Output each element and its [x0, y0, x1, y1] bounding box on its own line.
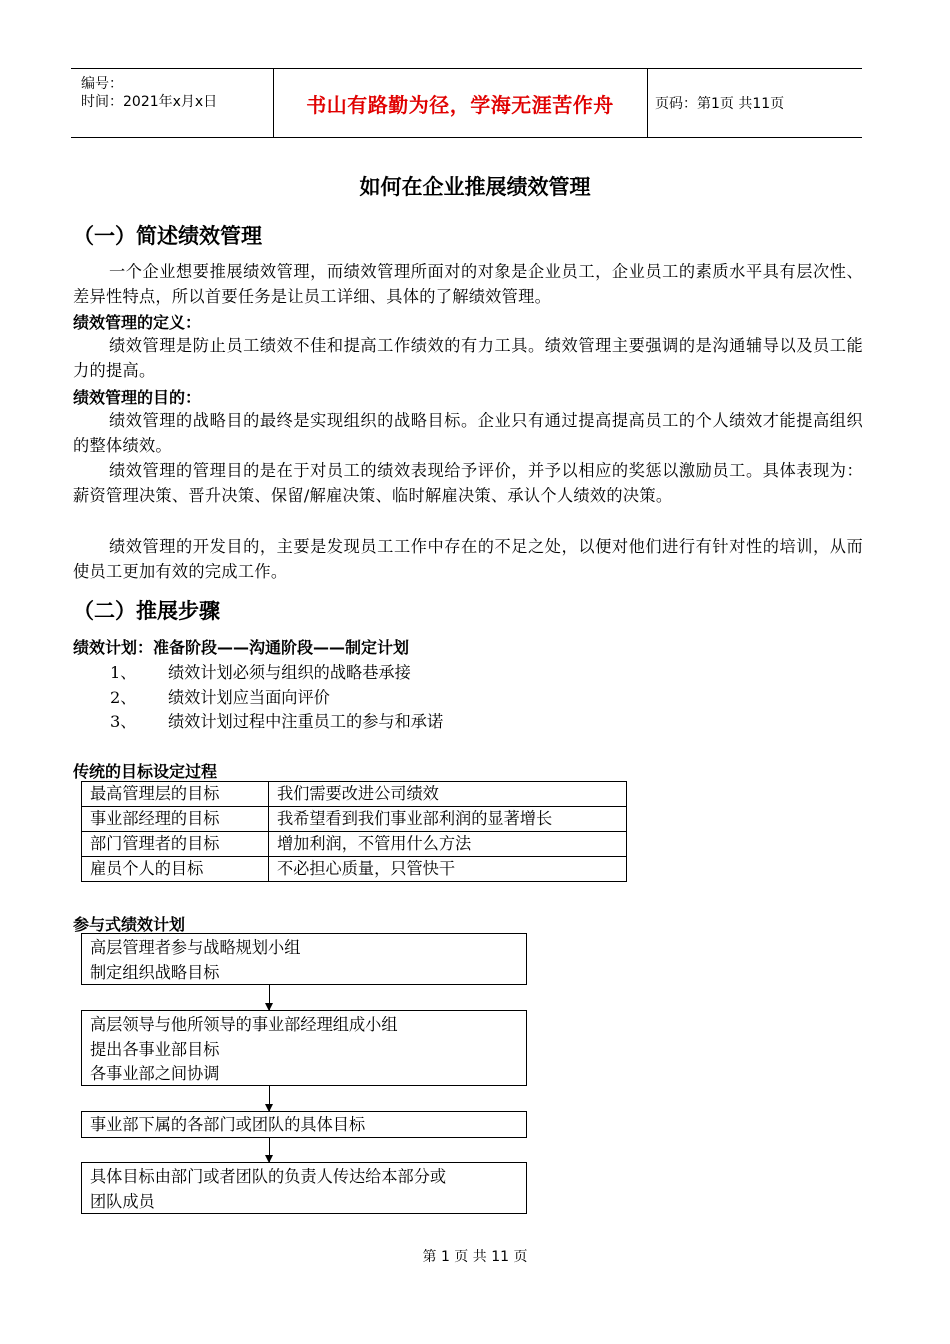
step-text: 绩效计划应当面向评价 [168, 688, 330, 707]
page-footer: 第 1 页 共 11 页 [422, 1249, 528, 1265]
flow-box [81, 1162, 527, 1214]
step-text: 绩效计划必须与组织的战略巷承接 [168, 663, 411, 682]
header-page-cell [647, 69, 862, 137]
step-number: 1、 [110, 663, 137, 682]
table-row [82, 832, 627, 857]
flow-line: 提出各事业部目标 [90, 1039, 220, 1059]
definition-paragraph: 绩效管理是防止员工绩效不佳和提高工作绩效的有力工具。绩效管理主要强调的是沟通辅导以及员工能力的提高。 [73, 336, 863, 380]
flow-line: 各事业部之间协调 [90, 1064, 220, 1083]
strategic-purpose-paragraph: 绩效管理的战略目的最终是实现组织的战略目标。企业只有通过提高提高员工的个人绩效才能提高组织的整体绩效。 [73, 411, 863, 455]
section-heading-steps: （二）推展步骤 [73, 599, 220, 623]
flow-box [81, 1010, 527, 1086]
table-cell: 雇员个人的目标 [82, 857, 269, 882]
traditional-goal-table [81, 781, 627, 882]
table-cell: 最高管理层的目标 [82, 782, 269, 807]
table-cell: 事业部经理的目标 [82, 807, 269, 832]
table-cell: 增加利润，不管用什么方法 [269, 832, 627, 857]
table-cell: 我们需要改进公司绩效 [269, 782, 627, 807]
flow-line: 高层管理者参与战略规划小组 [90, 938, 301, 957]
flow-line: 团队成员 [90, 1191, 155, 1211]
page-header [71, 68, 862, 138]
step-number: 2、 [110, 688, 137, 707]
plan-stages-label: 绩效计划：准备阶段——沟通阶段——制定计划 [73, 638, 410, 657]
step-number: 3、 [110, 712, 137, 731]
flow-line: 具体目标由部门或者团队的负责人传达给本部分或 [90, 1167, 447, 1186]
participative-plan-label: 参与式绩效计划 [73, 915, 186, 934]
table-cell: 不必担心质量，只管快干 [269, 857, 627, 882]
table-cell: 部门管理者的目标 [82, 832, 269, 857]
flow-box [81, 933, 527, 985]
step-item [110, 659, 411, 683]
development-purpose-paragraph: 绩效管理的开发目的，主要是发现员工工作中存在的不足之处，以便对他们进行有针对性的培训，从而使员工更加有效的完成工作。 [73, 537, 863, 581]
flow-arrow [269, 985, 270, 1010]
flow-line: 制定组织战略目标 [90, 962, 220, 982]
step-item [110, 684, 330, 708]
header-meta [71, 69, 274, 137]
table-cell: 我希望看到我们事业部利润的显著增长 [269, 807, 627, 832]
flow-line: 事业部下属的各部门或团队的具体目标 [90, 1115, 366, 1134]
time-label: 时间：2021年x月x日 [81, 94, 218, 110]
table-row [82, 782, 627, 807]
management-purpose-paragraph: 绩效管理的管理目的是在于对员工的绩效表现给予评价，并予以相应的奖惩以激励员工。具体表现为：薪资管理决策、晋升决策、保留/解雇决策、临时解雇决策、承认个人绩效的决策。 [73, 461, 863, 505]
table-row [82, 857, 627, 882]
intro-paragraph: 一个企业想要推展绩效管理，而绩效管理所面对的对象是企业员工，企业员工的素质水平具有层次性、差异性特点，所以首要任务是让员工详细、具体的了解绩效管理。 [73, 262, 863, 306]
flow-line: 高层领导与他所领导的事业部经理组成小组 [90, 1015, 398, 1034]
document-title: 如何在企业推展绩效管理 [359, 175, 591, 199]
section-heading-overview: （一）简述绩效管理 [73, 224, 262, 248]
step-item [110, 708, 443, 732]
purpose-label: 绩效管理的目的： [73, 388, 202, 407]
flow-arrow [269, 1086, 270, 1111]
definition-label: 绩效管理的定义： [73, 313, 202, 332]
page-info: 页码：第1页 共11页 [655, 96, 785, 112]
motto: 书山有路勤为径，学海无涯苦作舟 [306, 92, 614, 117]
step-text: 绩效计划过程中注重员工的参与和承诺 [168, 712, 444, 731]
flow-arrow [269, 1138, 270, 1162]
table-row [82, 807, 627, 832]
number-label: 编号： [81, 76, 123, 92]
traditional-process-label: 传统的目标设定过程 [73, 762, 218, 781]
header-motto-cell [273, 69, 648, 137]
flow-box [81, 1111, 527, 1138]
